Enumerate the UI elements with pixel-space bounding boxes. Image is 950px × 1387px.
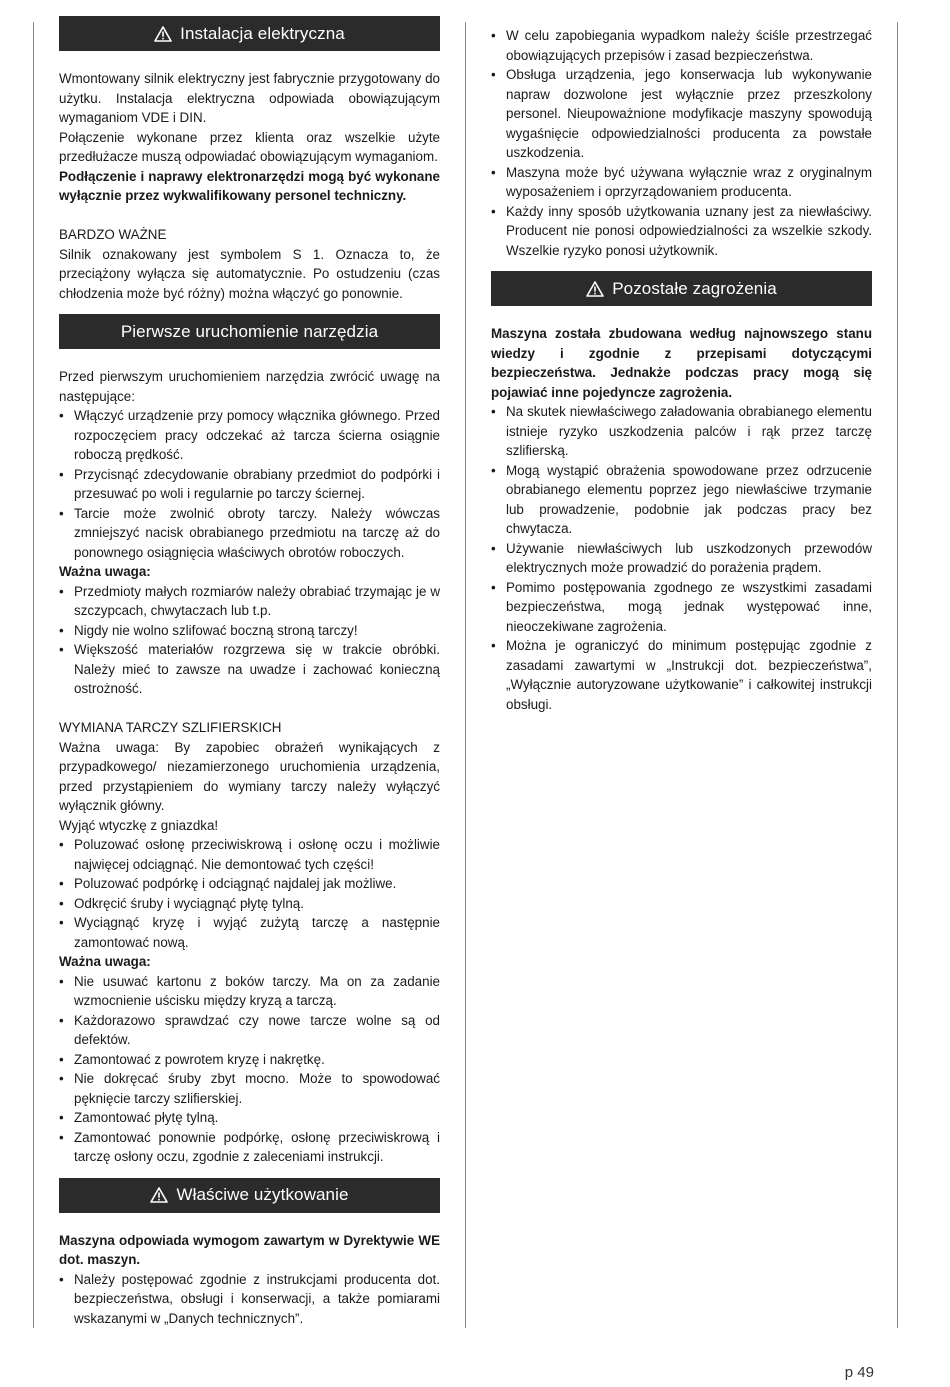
list-item: • Nigdy nie wolno szlifować boczną stroną tarczy! (59, 622, 358, 638)
bullet-list (59, 972, 440, 1167)
list-item: • W celu zapobiegania wypadkom należy ściśle przestrzegać obowiązujących przepisów i zasad bezpieczeństwa. (491, 28, 872, 63)
list-item: • Tarcie może zwolnić obroty tarczy. Należy wówczas zmniejszyć nacisk obrabianego przedmiotu na tarczę aż do ponownego osiągnięcia właściwych obrotów roboczych. (59, 505, 440, 560)
list-item: • Maszyna może być używana wyłącznie wraz z oryginalnym wyposażeniem i oprzyrządowaniem producenta. (491, 164, 872, 199)
paragraph-bold: Maszyna została zbudowana według najnowszego stanu wiedzy i zgodnie z przepisami dotyczącymi bezpieczeństwa. Jednakże podczas pracy mogą się pojawiać inne pojedyncze zagrożenia. (491, 326, 872, 400)
list-item: • Przycisnąć zdecydowanie obrabiany przedmiot do podpórki i przesuwać po woli i regularnie po tarczy ściernej. (59, 466, 440, 501)
list-item: • Nie usuwać kartonu z boków tarczy. Ma on za zadanie wzmocnienie uścisku między kryzą a tarczą. (59, 973, 440, 1008)
list-item: • Należy postępować zgodnie z instrukcjami producenta dot. bezpieczeństwa, obsługi i konserwacji, a także pomiarami wskazanymi w „Danych technicznych”. (59, 1271, 440, 1326)
section-title: Instalacja elektryczna (180, 23, 345, 43)
paragraph: Wyjąć wtyczkę z gniazdka! (59, 817, 219, 833)
subheading: WYMIANA TARCZY SZLIFIERSKICH (59, 720, 282, 735)
bullet-list (59, 1270, 440, 1329)
list-item: • Poluzować osłonę przeciwiskrową i osłonę oczu i możliwie najwięcej odciągnąć. Nie demontować tych części! (59, 837, 440, 872)
section-title: Pierwsze uruchomienie narzędzia (120, 321, 379, 341)
section-header-residual-risks (491, 271, 872, 306)
warning-triangle-icon (150, 1187, 168, 1203)
subheading: BARDZO WAŻNE (59, 227, 167, 242)
warning-triangle-icon (586, 281, 604, 297)
list-item: • Na skutek niewłaściwego załadowania obrabianego elementu istnieje ryzyko uszkodzenia palców i rąk przez tarczę szlifierską. (491, 404, 872, 458)
list-item: • Nie dokręcać śruby zbyt mocno. Może to spowodować pęknięcie tarczy szlifierskiej. (59, 1071, 440, 1106)
paragraph: Ważna uwaga: By zapobiec obrażeń wynikających z przypadkowego/ niezamierzonego uruchomienia urządzenia, przed przystąpieniem do wymiany tarczy należy wyłączyć wyłącznik główny. (59, 739, 440, 813)
note-label: Ważna uwaga: (59, 954, 151, 969)
bullet-list (491, 26, 872, 260)
paragraph: Połączenie wykonane przez klienta oraz wszelkie użyte przedłużacze muszą odpowiadać obowiązującym wymaganiom. (59, 129, 440, 164)
paragraph: Przed pierwszym uruchomieniem narzędzia zwrócić uwagę na następujące: (59, 369, 440, 404)
section-header-electrical (59, 16, 440, 51)
column-divider-rule (465, 22, 466, 1328)
section-header-intended-use (59, 1178, 440, 1213)
list-item: • Zamontować z powrotem kryzę i nakrętkę. (59, 1051, 325, 1067)
list-item: • Poluzować podpórkę i odciągnąć najdalej jak możliwe. (59, 876, 397, 891)
list-item: • Pomimo postępowania zgodnego ze wszystkimi zasadami bezpieczeństwa, mogą jednak występować inne, nieoczekiwane zagrożenia. (491, 579, 872, 634)
list-item: • Mogą wystąpić obrażenia spowodowane przez odrzucenie obrabianego elementu poprzez jego niewłaściwe trzymanie lub prowadzenie, podobnie jak podczas pracy bez chwytacza. (491, 462, 872, 536)
list-item: • Odkręcić śruby i wyciągnąć płytę tylną. (59, 895, 304, 911)
bullet-list (59, 406, 440, 562)
list-item: • Obsługa urządzenia, jego konserwacja lub wykonywanie napraw dozwolone jest wyłącznie przez przeszkolony personel. Nieupoważnione modyfikacje maszyny spowodują wygaśnięcie odpowiedzialności producenta za powstałe uszkodzenia. (491, 67, 872, 160)
warning-triangle-icon (154, 26, 172, 42)
section-header-first-start (59, 314, 440, 349)
section-title: Właściwe użytkowanie (176, 1185, 349, 1205)
list-item: • Zamontować płytę tylną. (59, 1110, 219, 1125)
right-margin-rule (897, 22, 898, 1328)
list-item: • Każdorazowo sprawdzać czy nowe tarcze wolne są od defektów. (59, 1012, 440, 1047)
list-item: • Większość materiałów rozgrzewa się w trakcie obróbki. Należy mieć to zawsze na uwadze i zachować konieczną ostrożność. (59, 642, 440, 696)
page-number: p 49 (844, 1364, 874, 1381)
paragraph-bold: Maszyna odpowiada wymogom zawartym w Dyrektywie WE dot. maszyn. (59, 1232, 440, 1267)
paragraph: Wmontowany silnik elektryczny jest fabrycznie przygotowany do użytku. Instalacja elektryczna odpowiada obowiązującym wymaganiom VDE i DIN. (59, 71, 440, 125)
list-item: • Wyciągnąć kryzę i wyjąć zużytą tarczę a następnie zamontować nową. (59, 915, 440, 950)
list-item: • Zamontować ponownie podpórkę, osłonę przeciwiskrową i tarczę osłony oczu, zgodnie z zaleceniami instrukcji. (59, 1129, 440, 1164)
bullet-list (59, 835, 440, 952)
left-margin-rule (33, 22, 34, 1328)
right-column (491, 26, 872, 714)
bullet-list (59, 582, 440, 699)
list-item: • Włączyć urządzenie przy pomocy włącznika głównego. Przed rozpoczęciem pracy odczekać aż tarcza ścierna osiągnie roboczą prędkość. (59, 408, 440, 462)
paragraph: Silnik oznakowany jest symbolem S 1. Oznacza to, że przeciążony wyłącza się automatycznie. Po ostudzeniu (czas chłodzenia może być różny) można włączyć go ponownie. (59, 246, 440, 301)
note-label: Ważna uwaga: (59, 564, 151, 579)
paragraph-bold: Podłączenie i naprawy elektronarzędzi mogą być wykonane wyłącznie przez wykwalifikowany personel techniczny. (59, 168, 440, 203)
left-column (59, 16, 440, 1328)
list-item: • Każdy inny sposób użytkowania uznany jest za niewłaściwy. Producent nie ponosi odpowiedzialności za wszelkie szkody. Wszelkie ryzyko ponosi użytkownik. (491, 203, 872, 258)
list-item: • Używanie niewłaściwych lub uszkodzonych przewodów elektrycznych może prowadzić do porażenia prądem. (491, 540, 872, 575)
list-item: • Można je ograniczyć do minimum postępując zgodnie z zasadami zawartymi w „Instrukcji dot. bezpieczeństwa”, „Wyłącznie autoryzowane użytkowanie” i całkowitej instrukcji obsługi. (491, 638, 872, 712)
section-title: Pozostałe zagrożenia (612, 278, 777, 298)
list-item: • Przedmioty małych rozmiarów należy obrabiać trzymając je w szczypcach, chwytaczach lub t.p. (59, 583, 440, 618)
bullet-list (491, 402, 872, 714)
